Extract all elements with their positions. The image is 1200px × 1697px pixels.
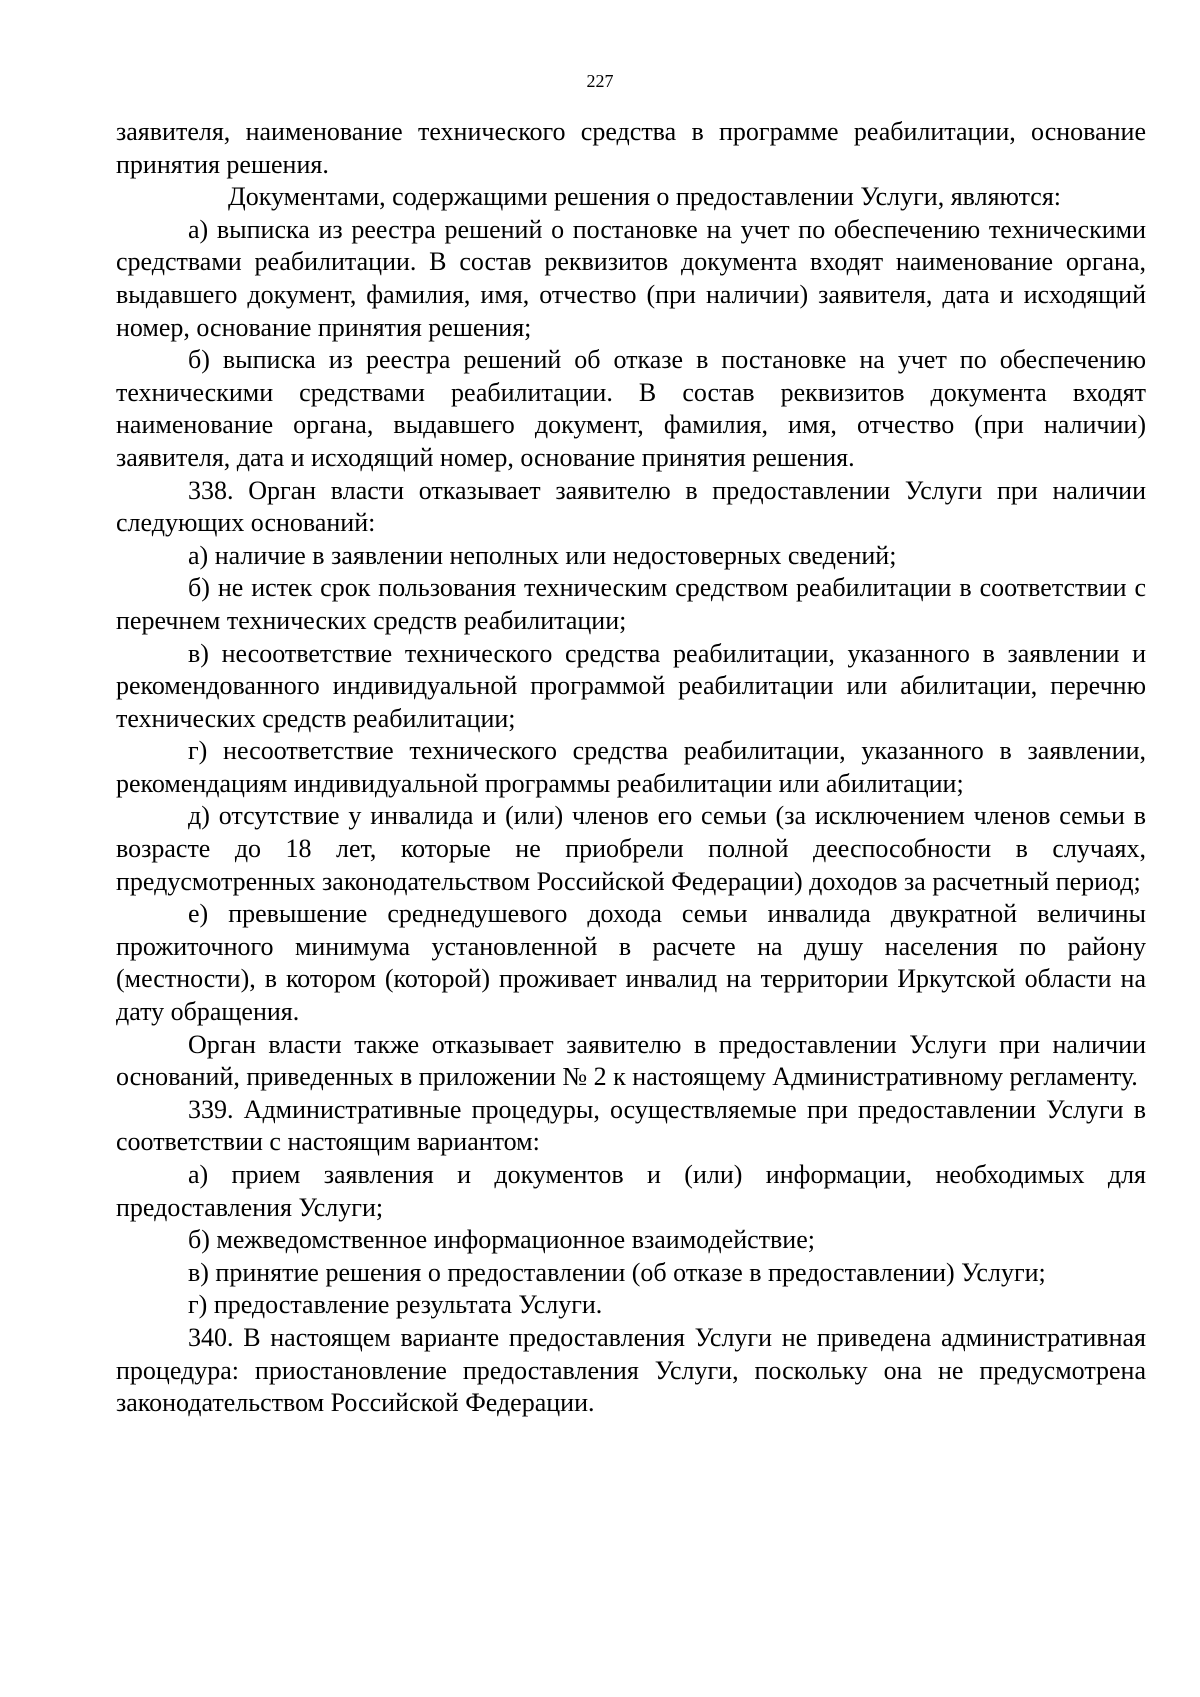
body-text bbox=[116, 116, 1146, 1420]
list-item-b: б) выписка из реестра решений об отказе в постановке на учет по обеспечению техническими средствами реабилитации. В состав реквизитов документа входят наименование органа, выдавшего документ, фамилия, имя, отчество (при наличии) заявителя, дата и исходящий номер, основание принятия решения. bbox=[116, 345, 1146, 472]
paragraph-refusal-appendix: Орган власти также отказывает заявителю в предоставлении Услуги при наличии оснований, приведенных в приложении № 2 к настоящему Административному регламенту. bbox=[116, 1029, 1146, 1092]
list-item-338-g: г) несоответствие технического средства реабилитации, указанного в заявлении, рекомендациям индивидуальной программы реабилитации или абилитации; bbox=[116, 736, 1146, 798]
paragraph-continuation: заявителя, наименование технического средства в программе реабилитации, основание принятия решения. bbox=[116, 117, 1146, 179]
list-item-339-v: в) принятие решения о предоставлении (об отказе в предоставлении) Услуги; bbox=[188, 1257, 1046, 1287]
list-item-339-b: б) межведомственное информационное взаимодействие; bbox=[188, 1225, 815, 1255]
page-number: 227 bbox=[586, 71, 614, 91]
list-item-338-d: д) отсутствие у инвалида и (или) членов его семьи (за исключением членов семьи в возрасте до 18 лет, которые не приобрели полной дееспособности в случаях, предусмотренных законодательством Российской Федерации) доходов за расчетный период; bbox=[116, 801, 1146, 896]
paragraph-340: 340. В настоящем варианте предоставления Услуги не приведена административная процедура: приостановление предоставления Услуги, поскольку она не предусмотрена законодательством Российской Федерации. bbox=[116, 1322, 1146, 1418]
list-item-339-g: г) предоставление результата Услуги. bbox=[188, 1290, 603, 1320]
list-item-339-a: а) прием заявления и документов и (или) информации, необходимых для предоставления Услуги; bbox=[116, 1160, 1146, 1222]
list-item-a: а) выписка из реестра решений о постановке на учет по обеспечению техническими средствами реабилитации. В состав реквизитов документа входят наименование органа, выдавшего документ, фамилия, имя, отчество (при наличии) заявителя, дата и исходящий номер, основание принятия решения; bbox=[116, 214, 1146, 342]
list-item-338-v: в) несоответствие технического средства реабилитации, указанного в заявлении и рекомендованного индивидуальной программой реабилитации или абилитации, перечню технических средств реабилитации; bbox=[116, 638, 1146, 733]
paragraph-339: 339. Административные процедуры, осуществляемые при предоставлении Услуги в соответствии с настоящим вариантом: bbox=[116, 1094, 1146, 1157]
list-item-338-a: а) наличие в заявлении неполных или недостоверных сведений; bbox=[188, 540, 897, 570]
paragraph-decision-documents: Документами, содержащими решения о предоставлении Услуги, являются: bbox=[228, 182, 1062, 212]
list-item-338-e: е) превышение среднедушевого дохода семьи инвалида двукратной величины прожиточного минимума установленной в расчете на душу населения по району (местности), в котором (которой) проживает инвалид на территории Иркутской области на дату обращения. bbox=[116, 899, 1146, 1027]
paragraph-338: 338. Орган власти отказывает заявителю в предоставлении Услуги при наличии следующих оснований: bbox=[116, 475, 1146, 538]
list-item-338-b: б) не истек срок пользования техническим средством реабилитации в соответствии с перечнем технических средств реабилитации; bbox=[116, 573, 1146, 635]
